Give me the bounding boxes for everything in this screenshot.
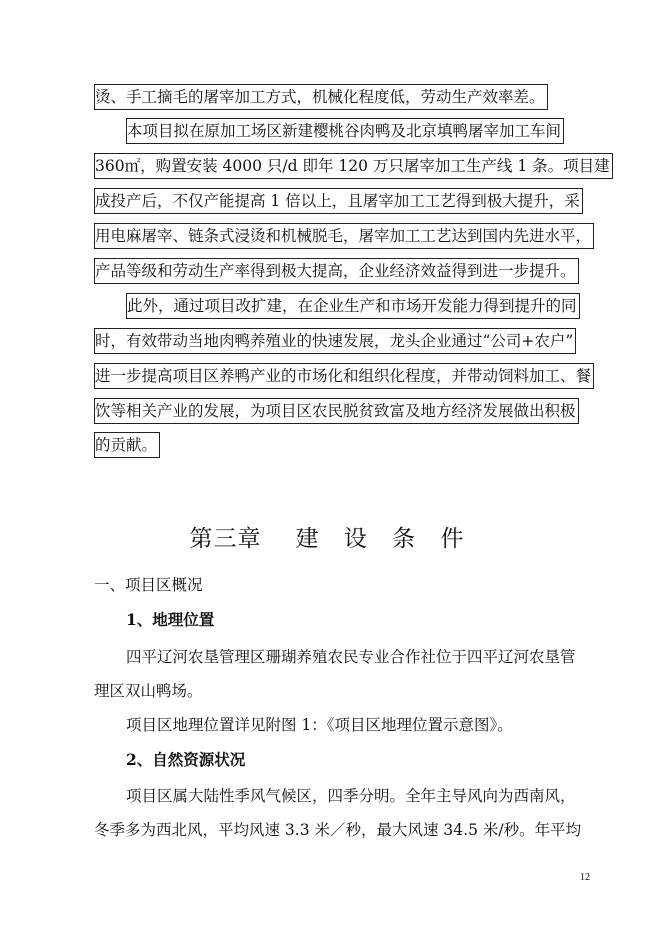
chapter-title: 建 设 条 件: [295, 526, 473, 552]
boxed-line-8: 时，有效带动当地肉鸭养殖业的快速发展，龙头企业通过“公司+农户”: [94, 328, 576, 354]
boxed-line-4: 成投产后，不仅产能提高 1 倍以上，且屠宰加工工艺得到极大提升，采: [94, 188, 583, 214]
page-number: 12: [580, 872, 590, 883]
subsection-2-title: 2、自然资源状况: [126, 750, 246, 769]
body-line: 项目区属大陆性季风气候区，四季分明。全年主导风向为西南风，: [126, 787, 576, 805]
body-line: 四平辽河农垦管理区珊瑚养殖农民专业合作社位于四平辽河农垦管: [126, 648, 576, 666]
boxed-line-10: 饮等相关产业的发展，为项目区农民脱贫致富及地方经济发展做出积极: [94, 398, 579, 424]
body-line: 冬季多为西北风，平均风速 3.3 米／秒，最大风速 34.5 米/秒。年平均: [94, 821, 582, 839]
boxed-line-2: 本项目拟在原加工场区新建樱桃谷肉鸭及北京填鸭屠宰加工车间: [126, 118, 564, 144]
subsection-1-title: 1、地理位置: [126, 610, 215, 629]
section-heading: 一、项目区概况: [94, 576, 203, 594]
boxed-line-9: 进一步提高项目区养鸭产业的市场化和组织化程度，并带动饲料加工、餐: [94, 363, 594, 389]
boxed-line-1: 烫、手工摘毛的屠宰加工方式，机械化程度低，劳动生产效率差。: [94, 84, 548, 110]
boxed-line-7: 此外，通过项目改扩建，在企业生产和市场开发能力得到提升的同: [126, 293, 580, 319]
body-line: 项目区地理位置详见附图 1：《项目区地理位置示意图》。: [126, 716, 513, 734]
boxed-line-11: 的贡献。: [94, 432, 160, 458]
chapter-number: 第三章: [189, 526, 262, 552]
boxed-line-3: 360㎡，购置安装 4000 只/d 即年 120 万只屠宰加工生产线 1 条。项目建: [94, 153, 613, 179]
boxed-line-6: 产品等级和劳动生产率得到极大提高，企业经济效益得到进一步提升。: [94, 258, 579, 284]
body-line: 理区双山鸭场。: [94, 682, 203, 700]
chapter-heading: [0, 520, 662, 553]
boxed-line-5: 用电麻屠宰、链条式浸烫和机械脱毛，屠宰加工工艺达到国内先进水平，: [94, 223, 594, 249]
